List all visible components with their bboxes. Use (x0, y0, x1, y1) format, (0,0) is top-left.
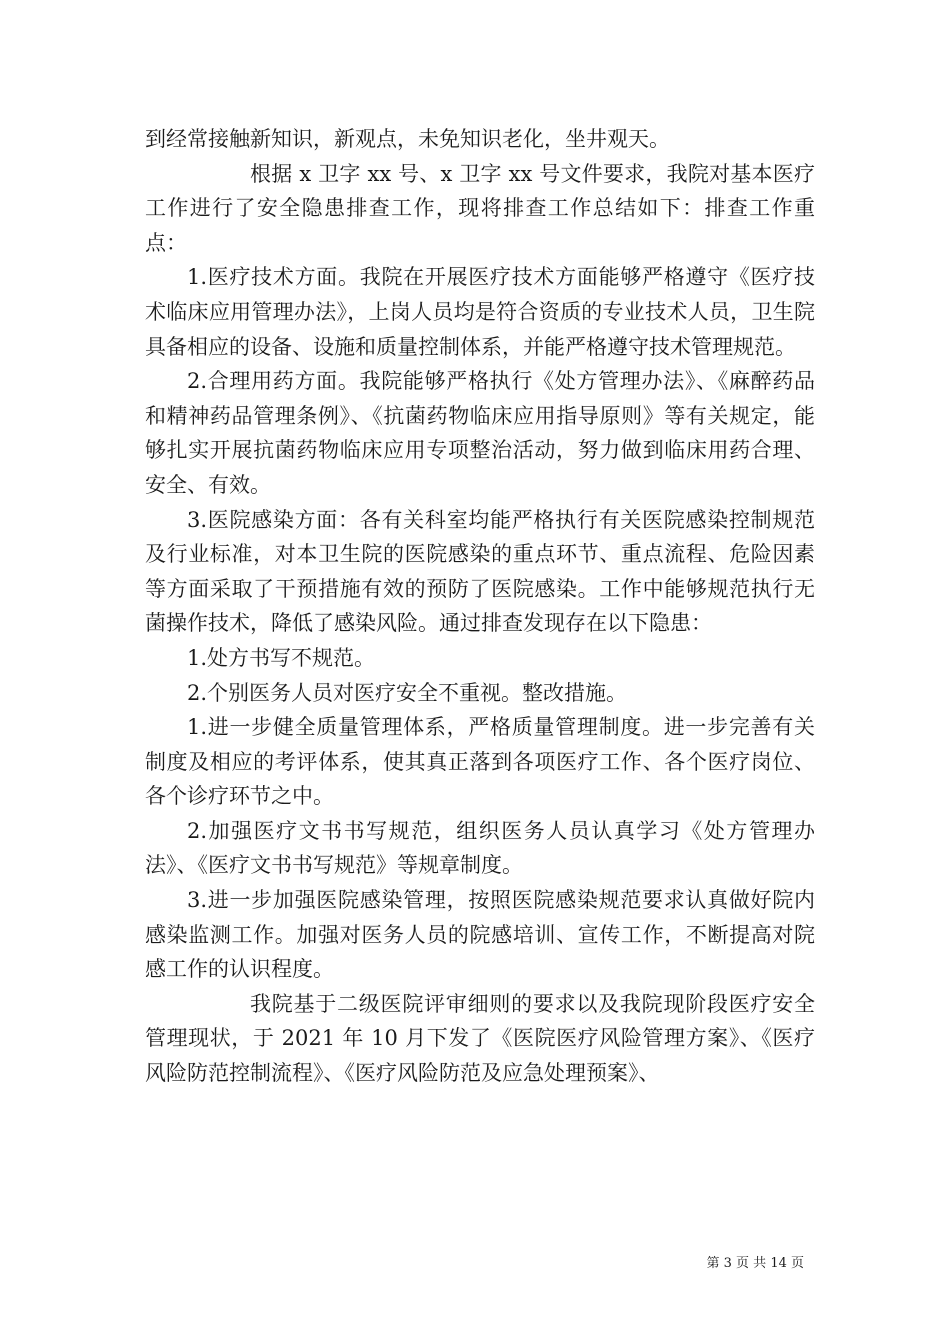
paragraph-risk-management: 我院基于二级医院评审细则的要求以及我院现阶段医疗安全管理现状，于 2021 年 10 月下发了《医院医疗风险管理方案》、《医疗风险防范控制流程》、《医疗风险防范及应急处理预案》、 (145, 991, 815, 1086)
paragraph-continuation: 到经常接触新知识，新观点，未免知识老化，坐井观天。 (145, 127, 670, 151)
page-number-footer: 第 3 页 共 14 页 (706, 1256, 804, 1271)
paragraph-intro: 根据 x 卫字 xx 号、x 卫字 xx 号文件要求，我院对基本医疗工作进行了安全隐患排查工作，现将排查工作总结如下：排查工作重点： (145, 161, 815, 255)
paragraph-hospital-infection: 3.医院感染方面：各有关科室均能严格执行有关医院感染控制规范及行业标准，对本卫生院的医院感染的重点环节、重点流程、危险因素等方面采取了干预措施有效的预防了医院感染。工作中能够规范执行无菌操作技术，降低了感染风险。通过排查发现存在以下隐患： (145, 507, 815, 636)
document-body (145, 122, 815, 1091)
paragraph-hazard-2: 2.个别医务人员对医疗安全不重视。整改措施。 (187, 680, 628, 705)
paragraph-measure-2: 2.加强医疗文书书写规范，组织医务人员认真学习《处方管理办法》、《医疗文书书写规范》等规章制度。 (145, 818, 815, 878)
paragraph-measure-1: 1.进一步健全质量管理体系，严格质量管理制度。进一步完善有关制度及相应的考评体系，使其真正落到各项医疗工作、各个医疗岗位、各个诊疗环节之中。 (145, 715, 815, 809)
paragraph-hazard-1: 1.处方书写不规范。 (187, 645, 376, 670)
paragraph-rational-drug-use: 2.合理用药方面。我院能够严格执行《处方管理办法》、《麻醉药品和精神药品管理条例》、《抗菌药物临床应用指导原则》等有关规定，能够扎实开展抗菌药物临床应用专项整治活动，努力做到临床用药合理、安全、有效。 (145, 369, 815, 497)
paragraph-medical-technology: 1.医疗技术方面。我院在开展医疗技术方面能够严格遵守《医疗技术临床应用管理办法》，上岗人员均是符合资质的专业技术人员，卫生院具备相应的设备、设施和质量控制体系，并能严格遵守技术管理规范。 (145, 265, 815, 359)
paragraph-measure-3: 3.进一步加强医院感染管理，按照医院感染规范要求认真做好院内感染监测工作。加强对医务人员的院感培训、宣传工作，不断提高对院感工作的认识程度。 (145, 888, 815, 982)
